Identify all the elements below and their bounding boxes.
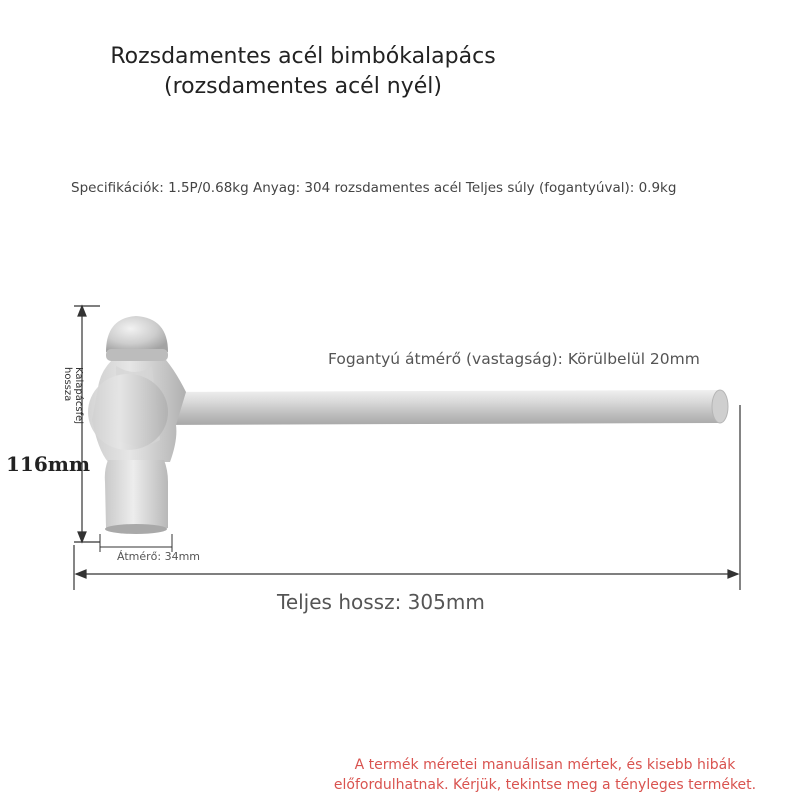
hammer-handle — [150, 390, 728, 425]
title-line-2: (rozsdamentes acél nyél) — [164, 74, 442, 99]
disclaimer-text: A termék méretei manuálisan mértek, és kisebb hibák előfordulhatnak. Kérjük, tekintse meg a tényleges terméket. — [333, 757, 757, 793]
hammer-head — [88, 316, 186, 534]
handle-diameter-note: Fogantyú átmérő (vastagság): Körülbelül 20mm — [328, 350, 700, 368]
head-length-label: Kalapácsfej hossza — [62, 367, 84, 425]
specifications-text: Specifikációk: 1.5P/0.68kg Anyag: 304 rozsdamentes acél Teljes súly (fogantyúval): 0.9kg — [71, 180, 677, 196]
title-line-1: Rozsdamentes acél bimbókalapács — [110, 44, 496, 69]
total-length-label: Teljes hossz: 305mm — [277, 590, 485, 614]
head-length-value: 116mm — [6, 452, 91, 476]
diameter-label: Átmérő: 34mm — [117, 550, 201, 563]
